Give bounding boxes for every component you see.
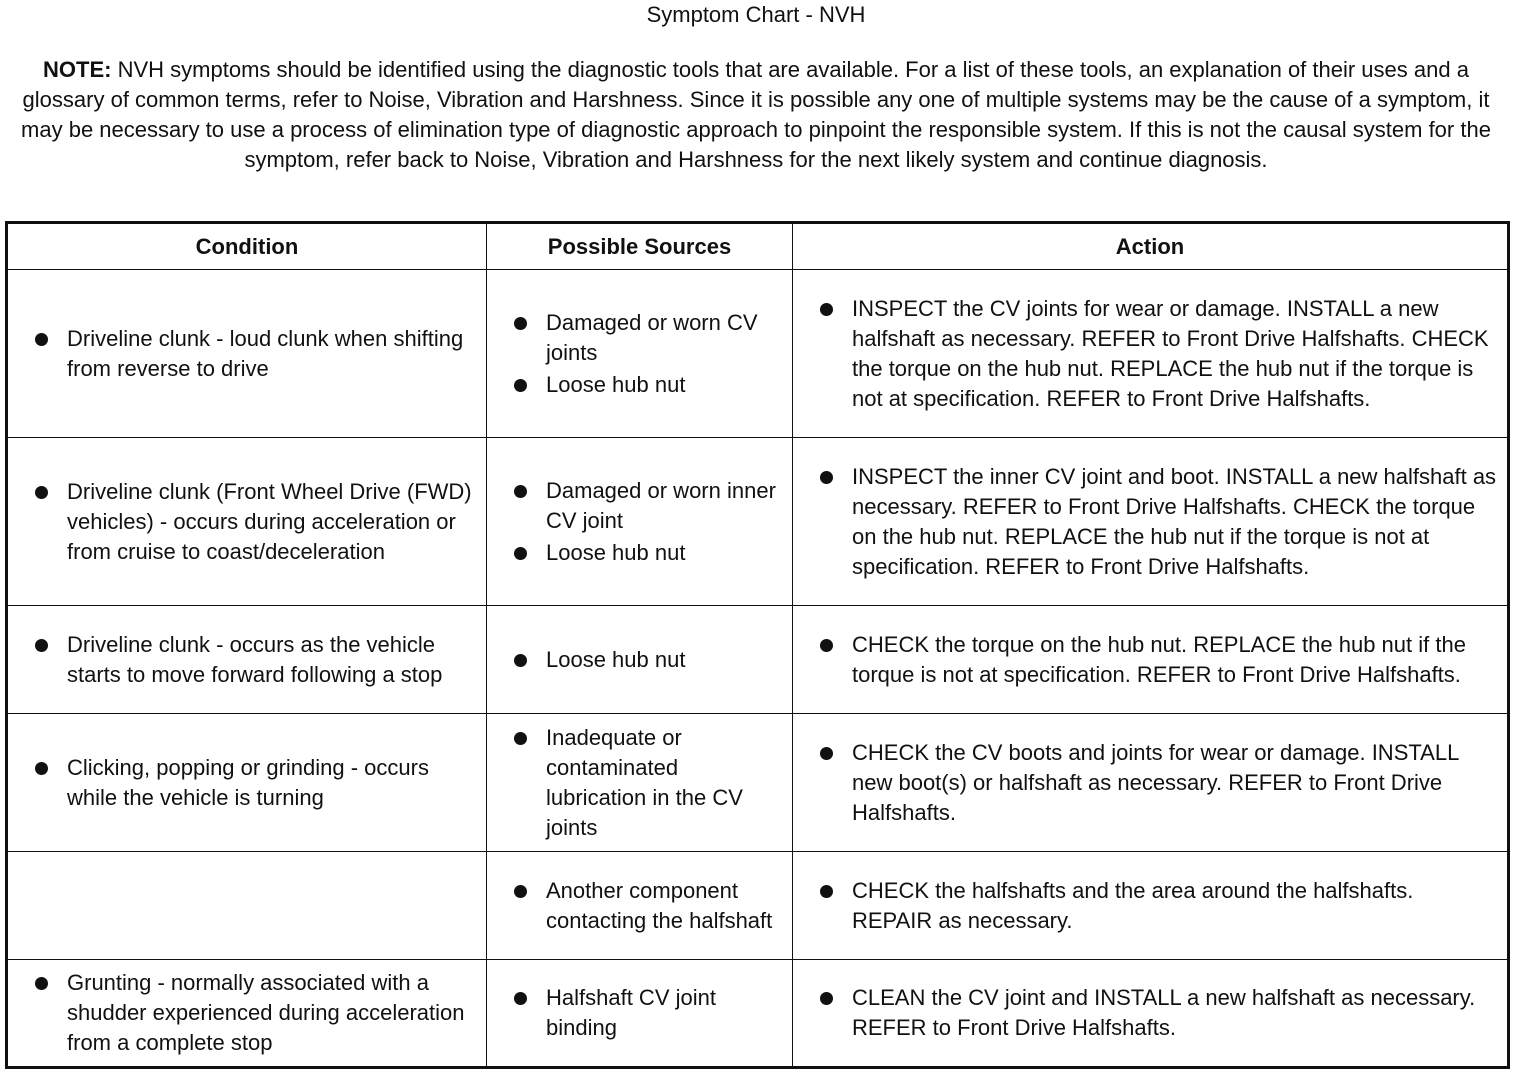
action-item: CHECK the torque on the hub nut. REPLACE the hub nut if the torque is not at specification. REFER to Front Drive Halfshafts.: [819, 630, 1497, 690]
table-row: [7, 270, 1509, 438]
source-item: Damaged or worn CV joints: [513, 308, 780, 368]
condition-item: Driveline clunk - occurs as the vehicle starts to move forward following a stop: [34, 630, 474, 690]
action-cell: [793, 714, 1509, 852]
action-item: CHECK the halfshafts and the area around the halfshafts. REPAIR as necessary.: [819, 876, 1497, 936]
table-header-row: [7, 223, 1509, 270]
source-item: Damaged or worn inner CV joint: [513, 476, 780, 536]
page-title: Symptom Chart - NVH: [646, 2, 866, 27]
action-cell: [793, 852, 1509, 960]
note-label: NOTE:: [43, 57, 112, 82]
table-row: [7, 438, 1509, 606]
condition-cell: [7, 606, 487, 714]
header-action: Action: [793, 223, 1509, 270]
condition-cell: [7, 438, 487, 606]
action-item: CHECK the CV boots and joints for wear or damage. INSTALL new boot(s) or halfshaft as necessary. REFER to Front Drive Halfshafts.: [819, 738, 1497, 828]
sources-cell: [487, 606, 793, 714]
action-item: CLEAN the CV joint and INSTALL a new halfshaft as necessary. REFER to Front Drive Halfshafts.: [819, 983, 1497, 1043]
condition-cell: [7, 714, 487, 852]
condition-item: Driveline clunk (Front Wheel Drive (FWD) vehicles) - occurs during acceleration or from cruise to coast/deceleration: [34, 477, 474, 567]
source-item: Halfshaft CV joint binding: [513, 983, 780, 1043]
source-item: Loose hub nut: [513, 370, 780, 400]
action-item: INSPECT the CV joints for wear or damage. INSTALL a new halfshaft as necessary. REFER to Front Drive Halfshafts. CHECK the torque on the hub nut. REPLACE the hub nut if the torque is not at specification. REFER to Front Drive Halfshafts.: [819, 294, 1497, 414]
condition-item: Clicking, popping or grinding - occurs while the vehicle is turning: [34, 753, 474, 813]
sources-cell: [487, 438, 793, 606]
action-item: INSPECT the inner CV joint and boot. INSTALL a new halfshaft as necessary. REFER to Front Drive Halfshafts. CHECK the torque on the hub nut. REPLACE the hub nut if the torque is not at specification. REFER to Front Drive Halfshafts.: [819, 462, 1497, 582]
condition-cell-empty: [7, 852, 487, 960]
action-cell: [793, 438, 1509, 606]
header-condition: Condition: [7, 223, 487, 270]
note-text: NVH symptoms should be identified using the diagnostic tools that are available. For a list of these tools, an explanation of their uses and a glossary of common terms, refer to Noise, Vibration and Harshness. Since it is possible any one of multiple systems may be the cause of a symptom, it may be necessary to use a process of elimination type of diagnostic approach to pinpoint the responsible system. If this is not the causal system for the symptom, refer back to Noise, Vibration and Harshness for the next likely system and continue diagnosis.: [21, 57, 1491, 172]
table-row: [7, 606, 1509, 714]
table-row: [7, 960, 1509, 1068]
action-cell: [793, 606, 1509, 714]
condition-cell: [7, 270, 487, 438]
source-item: Inadequate or contaminated lubrication in the CV joints: [513, 723, 780, 843]
source-item: Loose hub nut: [513, 538, 780, 568]
symptom-chart-table: [5, 221, 1510, 1069]
table-row: [7, 852, 1509, 960]
source-item: Another component contacting the halfshaft: [513, 876, 780, 936]
source-item: Loose hub nut: [513, 645, 780, 675]
sources-cell: [487, 270, 793, 438]
action-cell: [793, 270, 1509, 438]
condition-item: Driveline clunk - loud clunk when shifting from reverse to drive: [34, 324, 474, 384]
condition-cell: [7, 960, 487, 1068]
sources-cell: [487, 960, 793, 1068]
sources-cell: [487, 714, 793, 852]
note-paragraph: [4, 55, 1508, 175]
sources-cell: [487, 852, 793, 960]
table-row: [7, 714, 1509, 852]
action-cell: [793, 960, 1509, 1068]
header-possible-sources: Possible Sources: [487, 223, 793, 270]
condition-item: Grunting - normally associated with a shudder experienced during acceleration from a complete stop: [34, 968, 474, 1058]
